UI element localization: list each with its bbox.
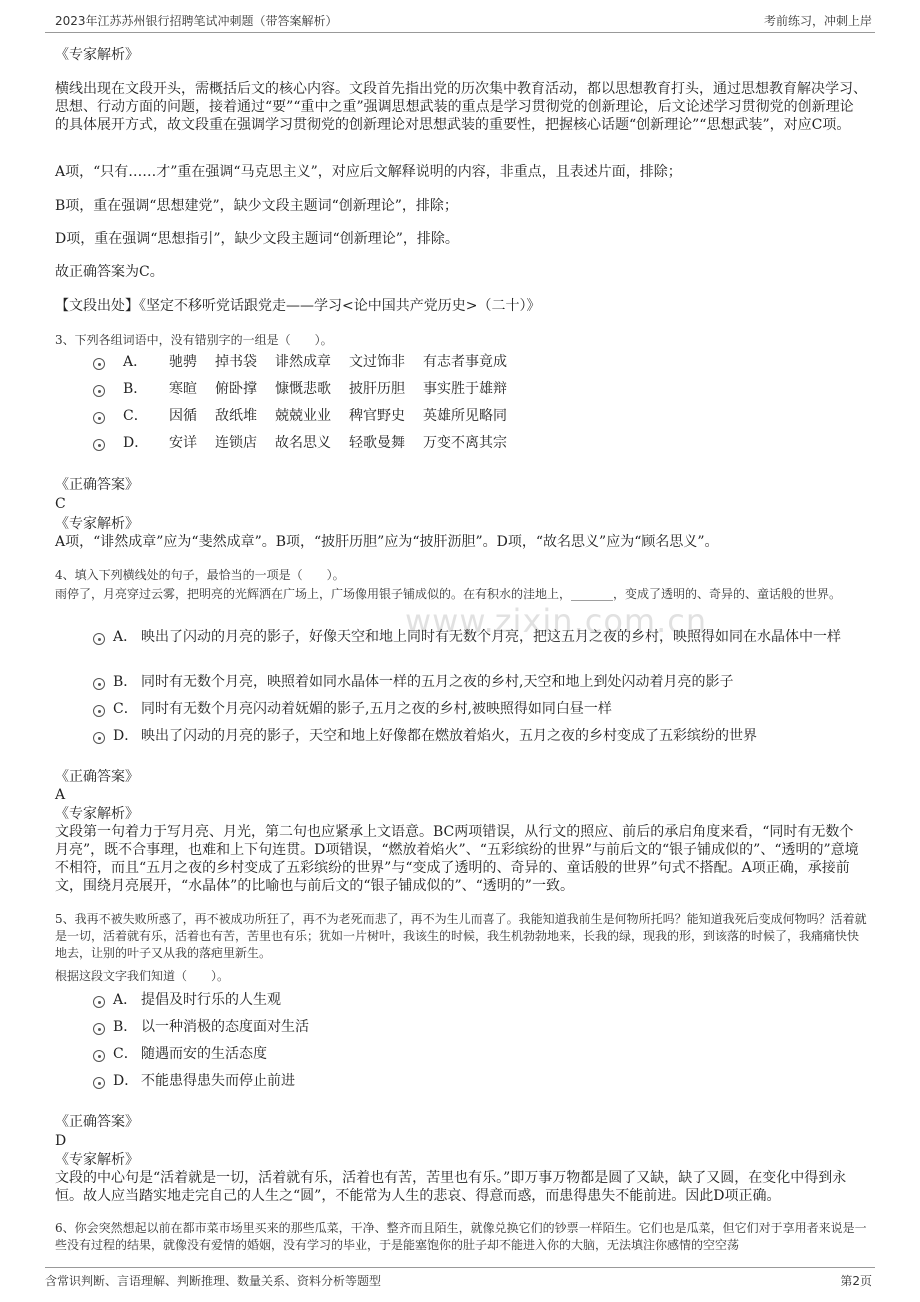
q2-option-b-note: B项，重在强调“思想建党”，缺少文段主题词“创新理论”，排除；: [55, 198, 458, 214]
radio-button-icon[interactable]: [93, 385, 105, 397]
radio-button-icon[interactable]: [93, 633, 105, 645]
q5-option-d[interactable]: D． 不能患得患失而停止前进: [93, 1069, 873, 1093]
q2-analysis-text: 横线出现在文段开头，需概括后文的核心内容。文段首先指出党的历次集中教育活动，都以思想教育打头，通过思想教育解决学习、思想、行动方面的问题，接着通过“要”“重中之重”强调思想武装的重点是学习贯彻党的创新理论，后文论述学习贯彻党的创新理论的具体展开方式，故文段重在强调学习贯彻党的创新理论对思想武装的重要性，把握核心话题“创新理论”“思想武装”，对应C项。: [55, 81, 867, 133]
q4-answer: A: [55, 787, 66, 803]
q5-analysis-text: 文段的中心句是“活着就是一切，活着就有乐，活着也有苦，苦里也有乐。”即万事万物都是圆了又缺，缺了又圆，在变化中得到永恒。故人应当踏实地走完自己的人生之“圆”，不能常为人生的悲哀、得意而惑，而患得患失不能前进。因此D项正确。: [55, 1170, 847, 1204]
q3-option-a[interactable]: A． 驰骋 掉书袋 诽然成章 文过饰非 有志者事竟成: [93, 350, 873, 374]
q3-option-d[interactable]: D． 安详 连锁店 故名思义 轻歌曼舞 万变不离其宗: [93, 431, 873, 455]
q5-answer: D: [55, 1133, 67, 1149]
q3-answer-title: 《正确答案》: [55, 477, 139, 493]
q3-option-c[interactable]: C． 因循 敌纸堆 兢兢业业 稗官野史 英雄所见略同: [93, 404, 873, 428]
radio-button-icon[interactable]: [93, 1023, 105, 1035]
q4-answer-title: 《正确答案》: [55, 769, 139, 785]
q3-answer: C: [55, 496, 66, 512]
q3-stem: 3、下列各组词语中，没有错别字的一组是（ ）。: [55, 333, 333, 347]
radio-button-icon[interactable]: [93, 996, 105, 1008]
page-number: 第2页: [840, 1274, 872, 1288]
q3-analysis-text: A项，“诽然成章”应为“斐然成章”。B项，“披肝历胆”应为“披肝沥胆”。D项，“故名思义”应为“顾名思义”。: [55, 534, 719, 550]
radio-button-icon[interactable]: [93, 1077, 105, 1089]
radio-button-icon[interactable]: [93, 678, 105, 690]
q2-conclusion: 故正确答案为C。: [55, 264, 164, 280]
q2-analysis-title: 《专家解析》: [55, 47, 139, 63]
q5-option-a[interactable]: A． 提倡及时行乐的人生观: [93, 988, 873, 1012]
q2-option-d-note: D项，重在强调“思想指引”，缺少文段主题词“创新理论”，排除。: [55, 231, 459, 247]
footer-divider: [45, 1267, 875, 1268]
radio-button-icon[interactable]: [93, 705, 105, 717]
q4-option-a[interactable]: A． 映出了闪动的月亮的影子，好像天空和地上同时有无数个月亮，把这五月之夜的乡村，映照得如同在水晶体中一样: [93, 625, 873, 649]
q5-stem: 5、我再不被失败所惑了，再不被成功所狂了，再不为老死而悲了，再不为生儿而喜了。我能知道我前生是何物所托吗？能知道我死后变成何物吗？活着就是一切，活着就有乐，活着也有苦，苦里也有乐；犹如一片树叶，我该生的时候，我生机勃勃地来，长我的绿，现我的形，到该落的时候了，我痛痛快快地去，让别的叶子又从我的落疤里新生。: [55, 912, 867, 960]
watermark: www.zixin.com.cn: [405, 602, 708, 640]
q4-analysis-text: 文段第一句着力于写月亮、月光，第二句也应紧承上文语意。BC两项错误，从行文的照应、前后的承启角度来看，“同时有无数个月亮”，既不合事理，也难和上下句连贯。D项错误，“燃放着焰火”、“五彩缤纷的世界”与前后文的“银子铺成似的”、“透明的”意境不相符，而且“五月之夜的乡村变成了五彩缤纷的世界”与“变成了透明的、奇异的、童话般的世界”句式不搭配。A项正确，承接前文，围绕月亮展开，“水晶体”的比喻也与前后文的“银子铺成似的”、“透明的”一致。: [55, 824, 859, 894]
q4-option-d[interactable]: D． 映出了闪动的月亮的影子，天空和地上好像都在燃放着焰火，五月之夜的乡村变成了五彩缤纷的世界: [93, 724, 873, 748]
q2-source: 【文段出处】《坚定不移听党话跟党走——学习<论中国共产党历史>（二十）》: [55, 298, 541, 314]
q5-option-c[interactable]: C． 随遇而安的生活态度: [93, 1042, 873, 1066]
page-header: [0, 0, 920, 30]
header-divider: [45, 32, 875, 33]
radio-button-icon[interactable]: [93, 358, 105, 370]
q2-option-a-note: A项，“只有……才”重在强调“马克思主义”，对应后文解释说明的内容，非重点，且表述片面，排除；: [55, 164, 682, 180]
q5-answer-title: 《正确答案》: [55, 1114, 139, 1130]
q4-passage: 雨停了，月亮穿过云雾，把明亮的光辉洒在广场上，广场像用银子铺成似的。在有积水的洼地上，_______，变成了透明的、奇异的、童话般的世界。: [55, 587, 842, 601]
radio-button-icon[interactable]: [93, 412, 105, 424]
header-slogan: 考前练习，冲刺上岸: [763, 14, 872, 28]
q3-option-b[interactable]: B． 寒暄 俯卧撑 慷慨悲歌 披肝历胆 事实胜于雄辩: [93, 377, 873, 401]
q3-analysis-title: 《专家解析》: [55, 516, 139, 532]
q4-analysis-title: 《专家解析》: [55, 806, 139, 822]
q4-stem: 4、填入下列横线处的句子，最恰当的一项是（ ）。: [55, 568, 345, 582]
radio-button-icon[interactable]: [93, 1050, 105, 1062]
q4-option-b[interactable]: B． 同时有无数个月亮，映照着如同水晶体一样的五月之夜的乡村,天空和地上到处闪动着月亮的影子: [93, 670, 873, 694]
footer-note: 含常识判断、言语理解、判断推理、数量关系、资料分析等题型: [45, 1274, 382, 1288]
q5-analysis-title: 《专家解析》: [55, 1152, 139, 1168]
radio-button-icon[interactable]: [93, 732, 105, 744]
q5-option-b[interactable]: B． 以一种消极的态度面对生活: [93, 1015, 873, 1039]
q4-option-c[interactable]: C． 同时有无数个月亮闪动着妩媚的影子,五月之夜的乡村,被映照得如同白昼一样: [93, 697, 873, 721]
q5-question: 根据这段文字我们知道（ ）。: [55, 969, 230, 983]
radio-button-icon[interactable]: [93, 439, 105, 451]
q6-stem: 6、你会突然想起以前在都市菜市场里买来的那些瓜菜，干净、整齐而且陌生，就像兑换它们的钞票一样陌生。它们也是瓜菜，但它们对于享用者来说是一些没有过程的结果，就像没有爱情的婚姻，没有学习的毕业，于是能塞饱你的肚子却不能进入你的大脑，无法填注你感情的空空荡: [55, 1221, 867, 1252]
document-title: 2023年江苏苏州银行招聘笔试冲刺题（带答案解析）: [55, 14, 338, 28]
